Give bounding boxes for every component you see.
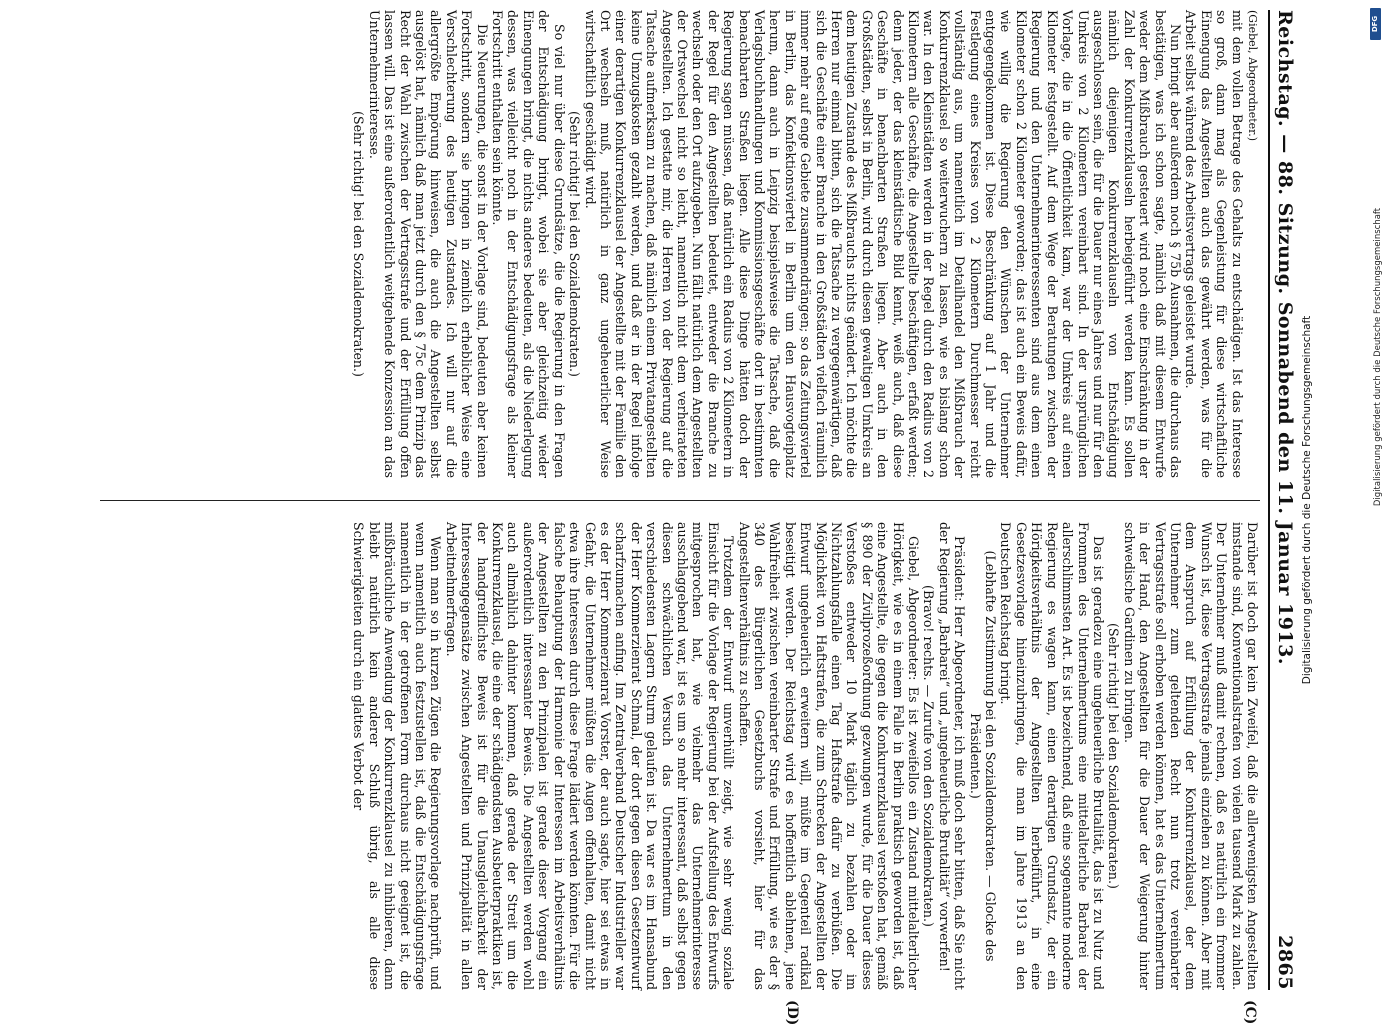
- digitization-note-text: Digitalisierung gefördert durch die Deutsche Forschungsgemeinschaft: [1301, 316, 1313, 684]
- rotated-page: [90, 10, 1320, 990]
- paragraph: Darüber ist doch gar kein Zweifel, daß die allerwenigsten Angestellten imstande sind, Konventionalstrafen von vielen tausend Mark zu zahlen. Der Unternehmer muß damit rechnen, daß es natürlich ein frommer Wunsch ist, diese Vertragsstrafe jemals einziehen zu können. Aber mit dem Anspruch auf Erfüllung der Konkurrenzklausel, der dem Unternehmer zum geltenden Recht nun trotz vereinbarter Vertragsstrafe soll erhoben werden können, hat es das Unternehmertum in der Hand, den Angestellten für die Dauer der Weigerung hinter schwedische Gardinen zu bringen.: [1121, 522, 1260, 990]
- paragraph: Das ist geradezu eine ungeheuerliche Brutalität, das ist zu Nutz und Frommen des Unternehmertums eine mittelalterliche Barbarei der allerschlimmsten Art. Es ist bezeichnend, daß eine sogenannte moderne Regierung es wagen kann, einen derartigen Grundsatz, der ein Hörigkeitsverhältnis der Angestellten herbeiführt, in eine Gesetzesvorlage hineinzubringen, die man im Jahre 1913 an den Deutschen Reichstag bringt.: [998, 522, 1106, 990]
- speaker-paragraph: Giebel, Abgeordneter: Es ist zweifellos ein Zustand mittelalterlicher Hörigkeit, wie es in einem Falle in Berlin praktisch geworden ist, daß eine Angestellte, die gegen die Konkurrenzklausel verstoßen hat, gemäß § 890 der Zivilprozeßordnung gezwungen wurde, für die Dauer dieses Verstoßes entweder 10 Mark täglich zu bezahlen oder im Nichtzahlungsfalle einen Tag Haftstrafe dafür zu verbüßen. Die Möglichkeit von Haftstrafen, die zum Schrecken der Angestellten der Entwurf ungeheuerlich erweitern will, müßte im Gegenteil radikal beseitigt werden. Der Reichstag wird es hoffentlich ablehnen, jene Wahlfreiheit zwischen vereinbarter Strafe und Erfüllung, wie es der § 340 des Bürgerlichen Gesetzbuchs vorsieht, hier für das Angestelltenverhältnis zu schaffen.: [736, 522, 921, 990]
- paragraph: mit dem vollen Betrage des Gehalts zu entschädigen. Ist das Interesse so groß, dann mag als Gegenleistung für diese wirtschaftliche Einengung das Angestellten auch das gewährt werden, was für die Arbeit selbst während des Arbeitsvertrags geleistet wurde.: [1183, 10, 1245, 478]
- digitization-note: [1298, 8, 1316, 992]
- margin-marker-b: [744, 0, 760, 1]
- dfg-logo-text: DFG: [1372, 16, 1380, 32]
- margin-marker-c: (C): [1242, 1000, 1258, 1024]
- interjection: (Lebhafte Zustimmung bei den Sozialdemokraten. — Glocke des Präsidenten.): [967, 522, 998, 990]
- paragraph: So viel nur über diese Grundsätze, die die Regierung in den Fragen der Entschädigung bringt, wobei sie aber gleichzeitig wieder Einengungen bringt, die nichts anderes bedeuten, als die Niederlegung dessen, was vielleicht noch in der Entschädigungsfrage als kleiner Fortschritt enthalten sein könnte.: [490, 10, 567, 478]
- interjection: (Sehr richtig! bei den Sozialdemokraten.): [1106, 522, 1121, 990]
- interjection: (Sehr richtig! bei den Sozialdemokraten.): [567, 10, 582, 478]
- interjection: (Bravo! rechts. — Zurufe von den Sozialdemokraten.): [921, 522, 936, 990]
- paragraph: Trotzdem der Entwurf unverhüllt zeigt, wie sehr wenig soziale Einsicht für die Vorlage der Regierung bei der Aufstellung des Entwurfs mitgesprochen hat, wie vielmehr das Unternehmerinteresse ausschlaggebend war, ist es um so mehr interessant, daß selbst gegen diesen schwächlichen Versuch das Unternehmertum in den verschiedensten Lagern Sturm gelaufen ist. Da war es im Hansabund der Herr Kommerzienrat Schmal, der dort gegen diesen Gesetzentwurf scharfzumachen anfing. Im Zentralverband Deutscher Industrieller war es der Herr Kommerzienrat Vorster, der auch sagte, hier sei etwas in Gefahr, die Unternehmer müßten die Augen offenhalten, damit nicht etwa ihre Interessen durch diese Frage lädiert werden könnten. Für die falsche Behauptung der Harmonie der Interessen im Arbeitsverhältnis der Angestellten zu den Prinzipalen ist gerade dieser Vorgang ein außerordentlich interessanter Beweis. Die Angestellten werden wohl auch allmählich dahinter kommen, daß gerade der Streit um die Konkurrenzklausel, die eine der schädigendsten Ausbeuterpraktiken ist, der handgreiflichste Beweis ist für die Unausgleichbarkeit der Interessengegensätze zwischen Angestellten und Prinzipalität in allen Arbeitnehmerfragen.: [443, 522, 736, 990]
- paragraph: Nun bringt aber außerdem noch § 75b Ausnahmen, die durchaus das bestätigen, was ich schon sagte, nämlich daß mit diesem Entwurfe weder dem Mißbrauch gesteuert wird noch eine Einschränkung in der Zahl der Konkurrenzklauseln herbeigeführt werden kann. Es sollen nämlich diejenigen Konkurrenzklauseln von Entschädigung ausgeschlossen sein, die für die Dauer nur eines Jahres und nur für den Umkreis von 2 Kilometern vereinbart sind. In der ursprünglichen Vorlage, die in die Öffentlichkeit kam, war der Umkreis auf einen Kilometer festgestellt. Auf dem Wege der Beratungen zwischen der Regierung und den Unternehmerinteressenten sind aus dem einen Kilometer schon 2 Kilometer geworden; das ist auch ein Beweis dafür, wie willig die Regierung den Wünschen der Unternehmer entgegengekommen ist. Diese Beschränkung auf 1 Jahr und die Festlegung eines Kreises von 2 Kilometern Durchmesser reicht vollständig aus, um namentlich im Detailhandel den Mißbrauch der Konkurrenzklausel so weiterwuchern zu lassen, wie es bislang schon war. In den Kleinstädten werden in der Regel durch den Radius von 2 Kilometern alle Geschäfte, die Angestellte beschäftigen, erfaßt werden; denn jeder, der das kleinstädtische Bild kennt, weiß auch, daß diese Geschäfte in benachbarten Straßen liegen. Aber auch in den Großstädten, selbst in Berlin, wird durch diesen gewaltigen Umkreis an dem heutigen Zustande des Mißbrauchs nichts geändert. Ich möchte die Herren nur einmal bitten, sich die Tatsache zu vergegenwärtigen, daß sich die Geschäfte einer Branche in den Großstädten vielfach räumlich immer mehr auf enge Gebiete zusammendrängen; so das Zeitungsviertel in Berlin, das Konfektionsviertel in Berlin um den Hausvogteiplatz herum, dann auch in Leipzig beispielsweise die Tatsache, daß die Verlagsbuchhandlungen und Kommissionsgeschäfte dort in bestimmten benachbarten Straßen liegen. Alle diese Dinge hätten doch der Regierung sagen müssen, daß natürlich ein Radius von 2 Kilometern in der Regel für den Angestellten bedeutet, entweder die Branche zu wechseln oder den Ort aufzugeben. Nun fällt natürlich dem Angestellten der Ortswechsel nicht so leicht, namentlich nicht dem verheirateten Angestellten. Ich gestatte mir, die Herren von der Regierung auf die Tatsache aufmerksam zu machen, daß nämlich einem Privatangestellten keine Umzugskosten gezahlt werden, und daß er in der Regel infolge einer derartigen Konkurrenzklausel der Angestellte mit der Familie den Ort wechseln muß, natürlich in ganz ungeheuerlicher Weise wirtschaftlich geschädigt wird.: [582, 10, 1183, 478]
- dfg-credit-text: Digitalisierung gefördert durch die Deutsche Forschungsgemeinschaft: [1373, 208, 1383, 506]
- right-column: [100, 522, 1260, 990]
- header-rule: [1268, 10, 1270, 990]
- margin-marker-d: (D): [784, 1000, 800, 1025]
- paragraph: Die Neuerungen, die sonst in der Vorlage sind, bedeuten aber keinen Fortschritt, sondern sie bringen in ziemlich erheblicher Weise eine Verschlechterung des heutigen Zustandes. Ich will nur auf die allergrößte Empörung hinweisen, die auch die Angestellten selbst ausgelöst hat, nämlich daß man jetzt durch den § 75c dem Prinzip das Recht der Wahl zwischen der Vertragsstrafe und der Erfüllung offen lassen will. Das ist eine außerordentlich weitgehende Konzession an das Unternehmerinteresse.: [366, 10, 489, 478]
- speaker-reference: (Giebel, Abgeordneter.): [1245, 10, 1260, 478]
- interjection: (Sehr richtig! bei den Sozialdemokraten.): [351, 10, 366, 478]
- president-remark: Präsident: Herr Abgeordneter, ich muß doch sehr bitten, daß Sie nicht der Regierung „Barbarei“ und „ungeheuerliche Brutalität“ vorwerfen!: [936, 522, 967, 990]
- dfg-credit: [1376, 42, 1380, 672]
- page-number: 2865: [1274, 935, 1296, 990]
- dfg-logo: [1370, 8, 1381, 40]
- column-divider: [100, 500, 1260, 501]
- paragraph: Wenn man so in kurzen Zügen die Regierungsvorlage nachprüft, und wenn namentlich auch festzustellen ist, daß die Entschädigungsfrage namentlich in der getroffenen Form durchaus nicht geeignet ist, die mißbräuchliche Anwendung der Konkurrenzklausel zu inhibieren, dann bleibt natürlich kein anderer Schluß übrig, als alle diese Schwierigkeiten durch ein glattes Verbot der: [351, 522, 443, 990]
- header-title: Reichstag. — 88. Sitzung. Sonnabend den 11. Januar 1913.: [1274, 10, 1296, 665]
- left-column: [100, 10, 1260, 478]
